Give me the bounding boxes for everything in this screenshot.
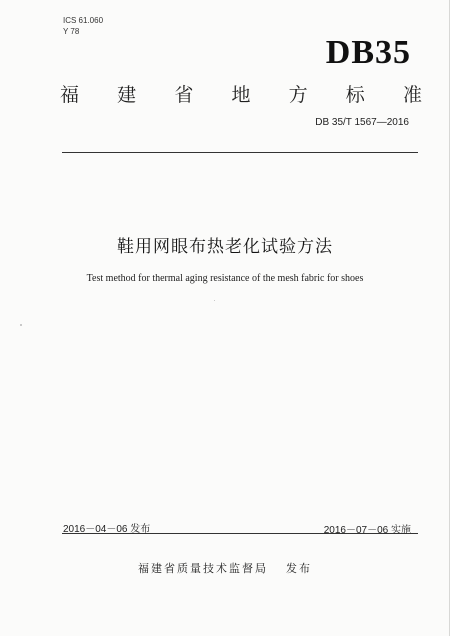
title-english: Test method for thermal aging resistance of the mesh fabric for shoes: [86, 273, 364, 284]
scan-speck: [20, 324, 22, 326]
standard-type-char: 建: [117, 84, 137, 106]
publisher-name: 福建省质量技术监督局: [138, 562, 268, 575]
standard-type-char: 省: [174, 84, 194, 106]
top-divider: [62, 152, 418, 153]
standard-type-char: 方: [288, 84, 308, 106]
implementation-date: 2016－07－06 实施: [323, 525, 411, 536]
standard-type-char: 标: [345, 84, 365, 106]
standard-type-char: 福: [60, 84, 80, 106]
scan-speck: [214, 300, 215, 301]
standard-type-char: 准: [402, 84, 422, 106]
ics-code: ICS 61.060: [63, 16, 104, 25]
publisher-line: [0, 560, 450, 576]
classification-codes: [63, 15, 103, 37]
issue-date: 2016－04－06 发布: [63, 524, 151, 535]
standard-type-heading: [60, 80, 422, 107]
ccs-code: Y 78: [63, 27, 80, 36]
publisher-action: 发布: [286, 562, 312, 575]
standard-number: DB 35/T 1567—2016: [315, 117, 409, 128]
db35-logo: DB35: [325, 34, 411, 71]
title-chinese: 鞋用网眼布热老化试验方法: [117, 237, 333, 257]
bottom-divider: [62, 533, 418, 534]
standard-type-char: 地: [231, 84, 251, 106]
